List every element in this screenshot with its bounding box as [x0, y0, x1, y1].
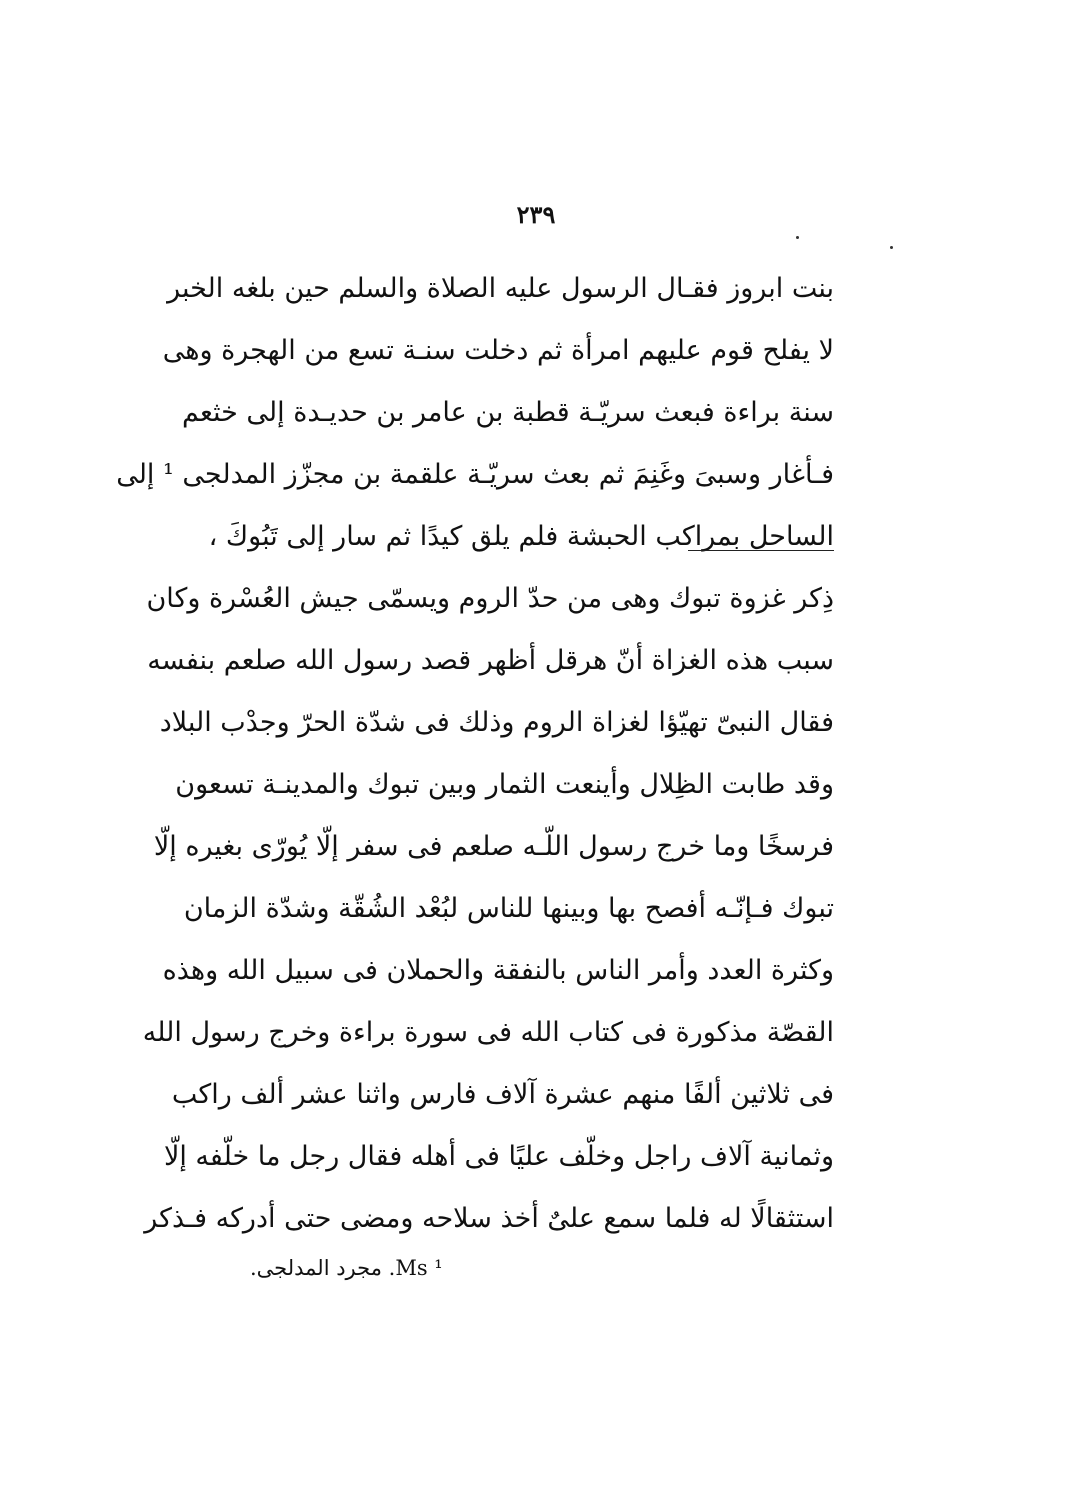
- text-line: وكثرة العدد وأمر الناس بالنفقة والحملان فى سبيل الله وهذه: [162, 955, 834, 986]
- text-line: فرسخًا وما خرج رسول اللّـه صلعم فى سفر إلّا يُورّى بغيره إلّا: [153, 831, 834, 862]
- text-line: سنة براءة فبعث سريّـة قطبة بن عامر بن حديـدة إلى خثعم: [181, 397, 834, 428]
- main-text: [116, 258, 834, 1250]
- scan-speck: [890, 246, 893, 249]
- text-line: القصّة مذكورة فى كتاب الله فى سورة براءة وخرج رسول الله: [142, 1017, 834, 1048]
- text-line: فى ثلاثين ألفًا منهم عشرة آلاف فارس واثنا عشر ألف راكب: [171, 1079, 834, 1110]
- text-line: لا يفلح قوم عليهم امرأة ثم دخلت سنـة تسع من الهجرة وهى: [162, 335, 834, 366]
- text-line: وثمانية آلاف راجل وخلّف عليًا فى أهله فقال رجل ما خلّفه إلّا: [163, 1141, 834, 1172]
- page-number: ٢٣٩: [516, 200, 556, 229]
- section-divider: [688, 550, 834, 551]
- text-line: تبوك فـإنّـه أفصح بها وبينها للناس لبُعْد الشُقّة وشدّة الزمان: [183, 893, 834, 924]
- text-line: سبب هذه الغزاة أنّ هرقل أظهر قصد رسول الله صلعم بنفسه: [147, 645, 834, 676]
- text-line: بنت ابروز فقـال الرسول عليه الصلاة والسلم حين بلغه الخبر: [167, 273, 834, 304]
- text-line: فقال النبىّ تهيّؤا لغزاة الروم وذلك فى شدّة الحرّ وجدْب البلاد: [159, 707, 834, 738]
- text-line: الساحل بمراكب الحبشة فلم يلق كيدًا ثم سار إلى تَبُوكَ ،: [208, 521, 834, 552]
- text-line: وقد طابت الظِلال وأينعت الثمار وبين تبوك والمدينـة تسعون: [175, 769, 834, 800]
- footnote: ¹ Ms. مجرد المدلجى.: [250, 1256, 443, 1280]
- text-line: استثقالًا له فلما سمع علىٌ أخذ سلاحه ومضى حتى أدركه فـذكر: [144, 1203, 834, 1234]
- text-line: فـأغار وسبىَ وغَنِمَ ثم بعث سريّـة علقمة بن مجزّز المدلجى ¹ إلى: [116, 459, 834, 490]
- scan-speck: [796, 236, 799, 239]
- section-heading-line: ذِكر غزوة تبوك وهى من حدّ الروم ويسمّى جيش العُسْرة وكان: [146, 583, 834, 614]
